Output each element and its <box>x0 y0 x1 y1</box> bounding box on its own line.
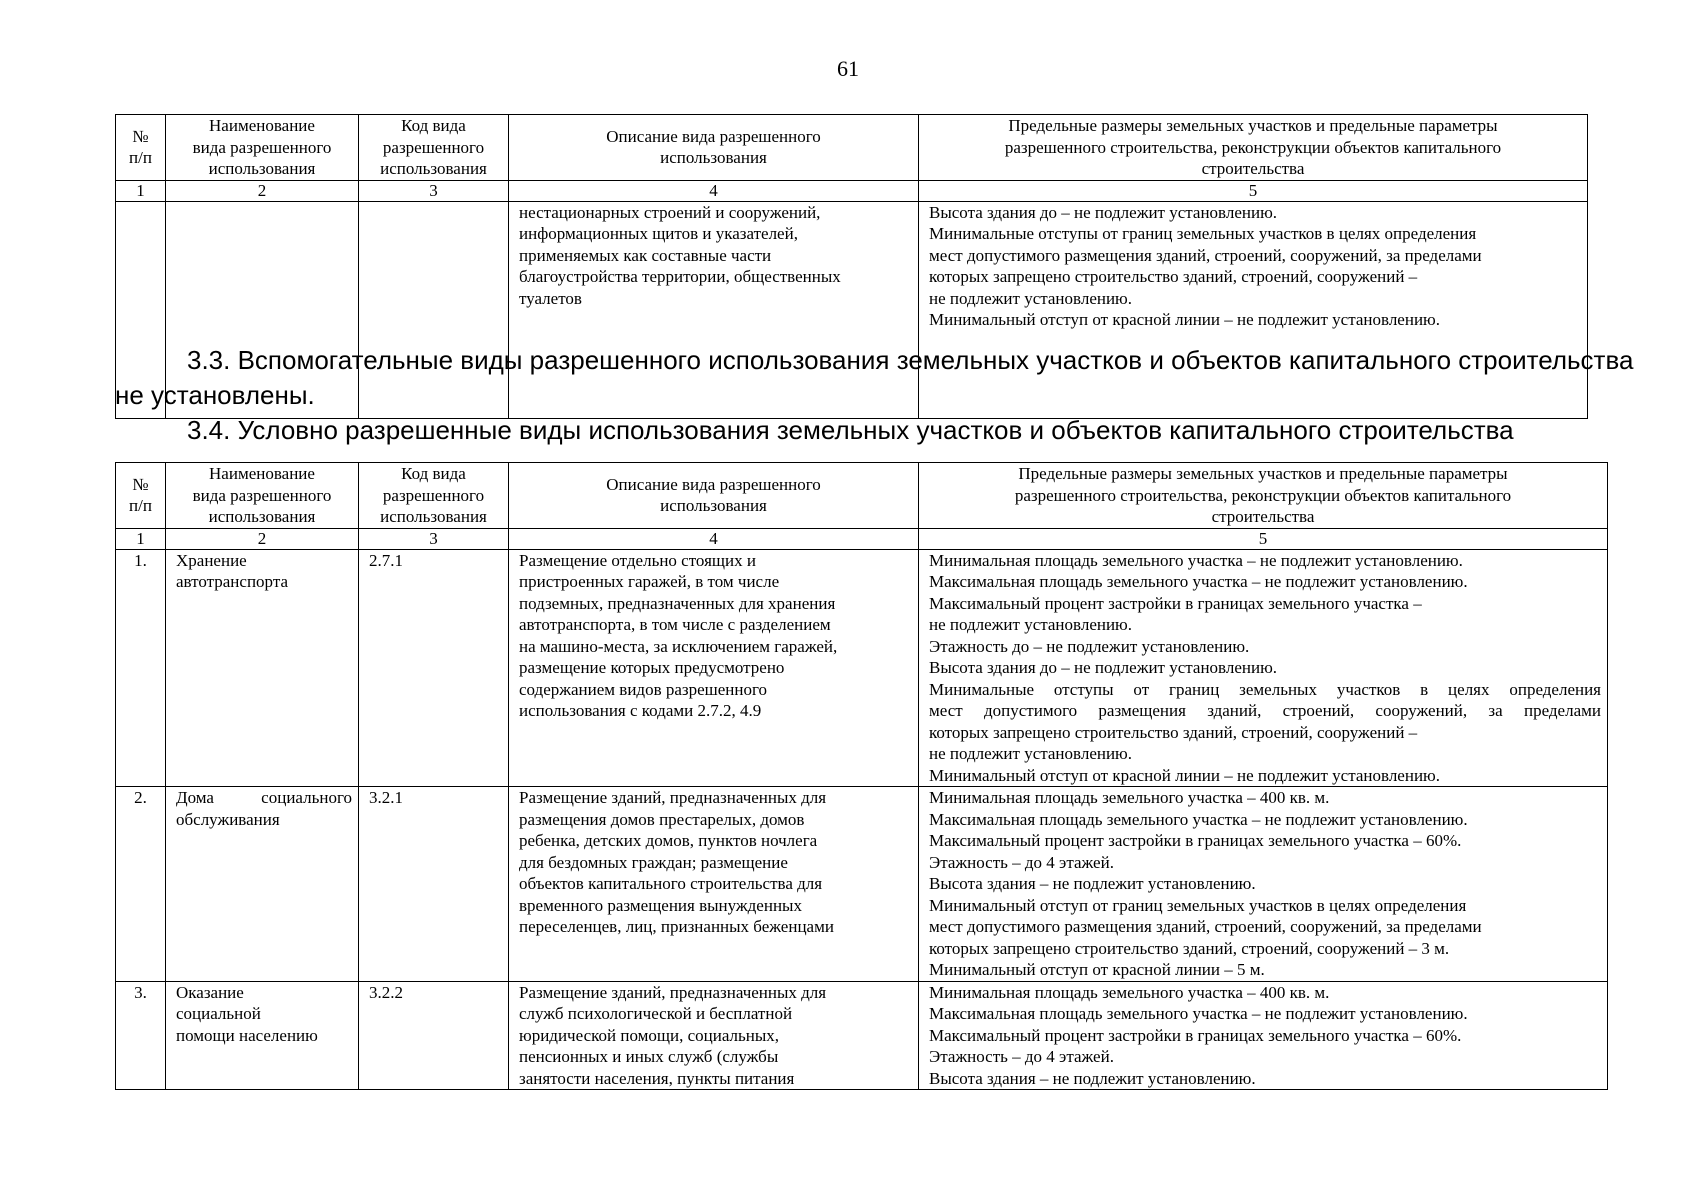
text-line: Максимальная площадь земельного участка – не подлежит установлению. <box>929 1004 1468 1023</box>
column-number-row <box>116 528 1608 549</box>
text-line: Максимальная площадь земельного участка – не подлежит установлению. <box>929 572 1468 591</box>
text-line: Минимальный отступ от красной линии – 5 м. <box>929 960 1265 979</box>
header-line: Код вида <box>401 116 466 135</box>
text-line: переселенцев, лиц, признанных беженцами <box>519 917 834 936</box>
header-line: Описание вида разрешенного <box>606 474 821 494</box>
text-line: занятости населения, пункты питания <box>519 1068 795 1088</box>
column-number: 1 <box>116 180 166 201</box>
text-line: обслуживания <box>176 809 280 829</box>
text-line: помощи населению <box>176 1025 318 1045</box>
text-line: размещения домов престарелых, домов <box>519 809 805 829</box>
header-line: использования <box>380 159 487 178</box>
header-line: Наименование <box>209 464 315 483</box>
text-line: автотранспорта, в том числе с разделением <box>519 615 831 634</box>
text-line: Максимальный процент застройки в границах земельного участка – <box>929 593 1422 613</box>
text-line: Этажность до – не подлежит установлению. <box>929 636 1250 656</box>
table-row <box>116 549 1608 787</box>
text-line: автотранспорта <box>176 572 289 591</box>
column-number: 3 <box>359 528 509 549</box>
text-line: пенсионных и иных служб (службы <box>519 1047 779 1066</box>
header-line: разрешенного <box>382 485 485 505</box>
header-line: вида разрешенного <box>192 137 332 157</box>
use-code <box>359 201 509 418</box>
header-cell-use-code <box>359 463 509 529</box>
text-line: нестационарных строений и сооружений, <box>519 202 821 222</box>
text-line: временного размещения вынужденных <box>519 895 802 915</box>
column-number-row <box>116 180 1588 201</box>
text-line: которых запрещено строительство зданий, строений, сооружений – 3 м. <box>929 938 1450 958</box>
section-3-3-heading: 3.3. Вспомогательные виды разрешенного использования земельных участков и объектов капитального строительства <box>187 345 1634 375</box>
column-number: 1 <box>116 528 166 549</box>
row-number: 3. <box>116 981 166 1090</box>
use-name <box>166 981 359 1090</box>
use-code: 2.7.1 <box>359 549 509 787</box>
header-line: Наименование <box>209 116 315 135</box>
text-line: Оказание <box>176 982 244 1002</box>
text-line: Этажность – до 4 этажей. <box>929 852 1114 872</box>
header-line: Предельные размеры земельных участков и предельные параметры <box>1008 116 1498 135</box>
use-parameters <box>919 787 1608 982</box>
text-line: не подлежит установлению. <box>929 288 1133 308</box>
header-cell-description <box>509 115 919 181</box>
table-row <box>116 787 1608 982</box>
text-line: Минимальные отступы от границ земельных участков в целях определения <box>929 224 1477 243</box>
header-line: Код вида <box>401 464 466 483</box>
text-line: Максимальный процент застройки в границах земельного участка – 60%. <box>929 1025 1462 1045</box>
header-line: использования <box>380 507 487 526</box>
column-number: 2 <box>166 528 359 549</box>
text-line: содержанием видов разрешенного <box>519 679 768 699</box>
section-3-3-heading-continued: не установлены. <box>115 380 315 410</box>
text-line: Максимальный процент застройки в границах земельного участка – 60%. <box>929 831 1462 850</box>
table-header-row <box>116 115 1588 181</box>
table-row <box>116 981 1608 1090</box>
text-line: размещение которых предусмотрено <box>519 658 785 677</box>
text-line: Размещение зданий, предназначенных для <box>519 982 827 1002</box>
text-line: использования с кодами 2.7.2, 4.9 <box>519 701 762 720</box>
text-line: пристроенных гаражей, в том числе <box>519 572 780 591</box>
header-line: использования <box>660 148 767 168</box>
header-cell-description <box>509 463 919 529</box>
header-cell-parameters <box>919 463 1608 529</box>
header-cell-use-code <box>359 115 509 181</box>
header-line: Описание вида разрешенного <box>606 126 821 146</box>
text-line: на машино-места, за исключением гаражей, <box>519 636 838 656</box>
use-code: 3.2.2 <box>359 981 509 1090</box>
text-line: не подлежит установлению. <box>929 744 1133 763</box>
use-name <box>166 549 359 787</box>
use-description <box>509 201 919 418</box>
header-line: разрешенного строительства, реконструкции объектов капитального <box>1014 485 1512 505</box>
text-line: Размещение зданий, предназначенных для <box>519 788 827 807</box>
text-line: Минимальный отступ от границ земельных участков в целях определения <box>929 895 1467 915</box>
text-line: Высота здания – не подлежит установлению. <box>929 874 1256 893</box>
header-line: использования <box>208 507 316 526</box>
text-line: Минимальная площадь земельного участка – 400 кв. м. <box>929 788 1330 807</box>
use-parameters <box>919 201 1588 418</box>
text-line: мест допустимого размещения зданий, строений, сооружений, за пределами <box>929 917 1482 936</box>
text-line: которых запрещено строительство зданий, строений, сооружений – <box>929 722 1418 742</box>
header-line: вида разрешенного <box>192 485 332 505</box>
row-number: 1. <box>116 549 166 787</box>
text-line: мест допустимого размещения зданий, строений, сооружений, за пределами <box>929 245 1482 265</box>
text-line: Минимальный отступ от красной линии – не подлежит установлению. <box>929 310 1440 329</box>
header-line: разрешенного строительства, реконструкции объектов капитального <box>1004 137 1502 157</box>
text-line: информационных щитов и указателей, <box>519 224 798 243</box>
text-line: туалетов <box>519 288 582 308</box>
column-number: 5 <box>919 180 1588 201</box>
use-parameters <box>919 981 1608 1090</box>
text-line: для бездомных граждан; размещение <box>519 852 788 872</box>
column-number: 5 <box>919 528 1608 549</box>
text-line: Размещение отдельно стоящих и <box>519 550 756 570</box>
row-number: 2. <box>116 787 166 982</box>
text-line: ребенка, детских домов, пунктов ночлега <box>519 831 818 850</box>
header-line: Предельные размеры земельных участков и предельные параметры <box>1018 464 1508 483</box>
text-line: подземных, предназначенных для хранения <box>519 593 836 613</box>
use-description <box>509 787 919 982</box>
header-line: использования <box>660 496 767 516</box>
page-number: 61 <box>837 56 859 81</box>
header-line: использования <box>208 159 316 178</box>
text-line: служб психологической и бесплатной <box>519 1004 793 1023</box>
text-line: Минимальный отступ от красной линии – не подлежит установлению. <box>929 765 1440 785</box>
text-line: Минимальная площадь земельного участка – 400 кв. м. <box>929 982 1330 1002</box>
header-cell-number <box>116 115 166 181</box>
column-number: 2 <box>166 180 359 201</box>
header-cell-use-name <box>166 115 359 181</box>
table-conditional-uses <box>115 462 1608 1090</box>
header-line: п/п <box>129 496 152 516</box>
use-code: 3.2.1 <box>359 787 509 982</box>
text-line: объектов капитального строительства для <box>519 874 823 893</box>
text-line: которых запрещено строительство зданий, строений, сооружений – <box>929 267 1418 286</box>
header-cell-parameters <box>919 115 1588 181</box>
header-line: № <box>132 126 149 146</box>
header-cell-number <box>116 463 166 529</box>
text-line: Дома социального <box>176 788 352 807</box>
use-parameters <box>919 549 1608 787</box>
header-line: № <box>132 474 149 494</box>
column-number: 4 <box>509 180 919 201</box>
text-line: мест допустимого размещения зданий, строений, сооружений, за пределами <box>929 701 1601 720</box>
use-name <box>166 787 359 982</box>
column-number: 4 <box>509 528 919 549</box>
header-line: разрешенного <box>382 137 485 157</box>
text-line: Минимальная площадь земельного участка – не подлежит установлению. <box>929 550 1463 570</box>
text-line: Минимальные отступы от границ земельных участков в целях определения <box>929 679 1601 699</box>
header-cell-use-name <box>166 463 359 529</box>
table-header-row <box>116 463 1608 529</box>
text-line: Максимальная площадь земельного участка – не подлежит установлению. <box>929 809 1468 829</box>
header-line: строительства <box>1211 507 1315 526</box>
text-line: Высота здания до – не подлежит установлению. <box>929 202 1278 222</box>
text-line: Высота здания до – не подлежит установлению. <box>929 658 1278 677</box>
column-number: 3 <box>359 180 509 201</box>
section-3-4-heading: 3.4. Условно разрешенные виды использования земельных участков и объектов капитального строительства <box>187 415 1514 445</box>
table-row <box>116 201 1588 418</box>
text-line: благоустройства территории, общественных <box>519 267 841 286</box>
text-line: Этажность – до 4 этажей. <box>929 1047 1114 1066</box>
use-description <box>509 981 919 1090</box>
text-line: юридической помощи, социальных, <box>519 1025 780 1045</box>
use-description <box>509 549 919 787</box>
header-line: строительства <box>1201 159 1305 178</box>
header-line: п/п <box>129 148 152 168</box>
text-line: Хранение <box>176 550 247 570</box>
text-line: применяемых как составные части <box>519 245 772 265</box>
text-line: не подлежит установлению. <box>929 615 1133 634</box>
text-line: Высота здания – не подлежит установлению. <box>929 1068 1256 1088</box>
text-line: социальной <box>176 1004 261 1023</box>
